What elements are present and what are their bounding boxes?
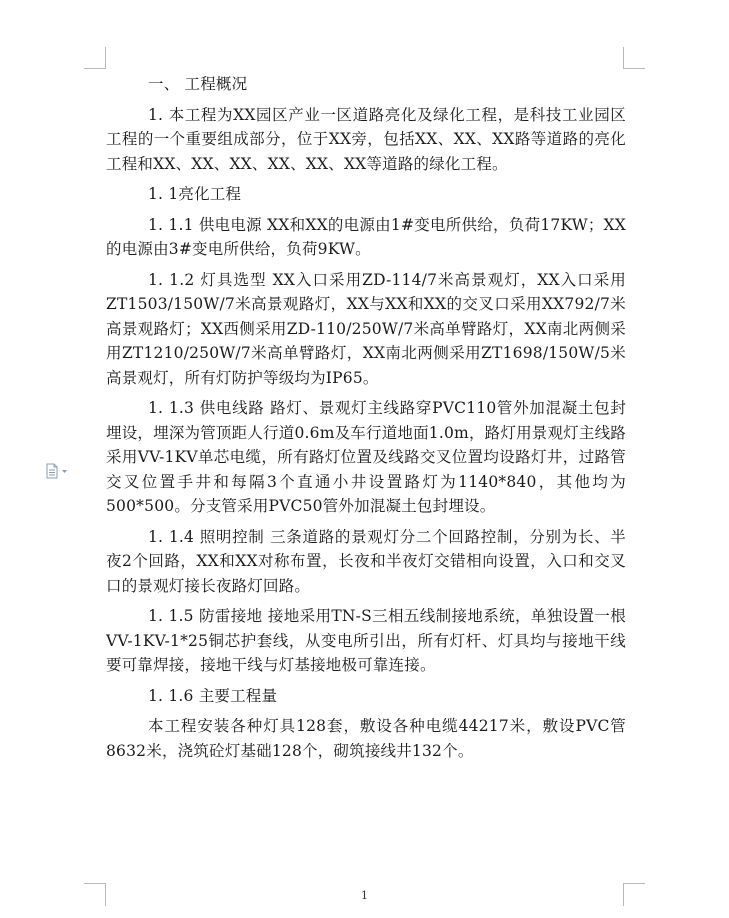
document-options-icon[interactable] xyxy=(45,463,71,479)
section-heading: 一、 工程概况 xyxy=(148,75,248,93)
paragraph-overview: 1. 本工程为XX园区产业一区道路亮化及绿化工程，是科技工业园区工程的一个重要组成部分，位于XX旁，包括XX、XX、XX路等道路的亮化工程和XX、XX、XX、XX、XX、XX等道路的绿化工程。 xyxy=(106,105,626,173)
crop-mark-bottom-left-h xyxy=(84,883,106,884)
document-body[interactable] xyxy=(106,72,626,769)
paragraph-lighting-control: 1. 1.4 照明控制 三条道路的景观灯分二个回路控制，分别为长、半夜2个回路，XX和XX对称布置，长夜和半夜灯交错相向设置，入口和交叉口的景观灯接长夜路灯回路。 xyxy=(106,527,626,595)
paragraph-lamp-selection: 1. 1.2 灯具选型 XX入口采用ZD-114/7米高景观灯，XX入口采用ZT1503/150W/7米高景观路灯，XX与XX和XX的交叉口采用XX792/7米高景观路灯；XX西侧采用ZD-110/250W/7米高单臂路灯，XX南北两侧采用ZT1210/250W/7米高单臂路灯，XX南北两侧采用ZT1698/150W/5米高景观灯，所有灯防护等级均为IP65。 xyxy=(106,270,626,387)
subheading-main-quantities: 1. 1.6 主要工程量 xyxy=(148,686,278,705)
paragraph-power-supply: 1. 1.1 供电电源 XX和XX的电源由1#变电所供给，负荷17KW；XX的电源由3#变电所供给，负荷9KW。 xyxy=(106,215,626,258)
page-number: 1 xyxy=(361,889,368,902)
paragraph-lightning-grounding: 1. 1.5 防雷接地 接地采用TN-S三相五线制接地系统，单独设置一根VV-1KV-1*25铜芯护套线，从变电所引出，所有灯杆、灯具均与接地干线要可靠焊接，接地干线与灯基接地极可靠连接。 xyxy=(106,607,626,674)
subheading-lighting: 1. 1亮化工程 xyxy=(148,185,242,203)
crop-mark-top-left-v xyxy=(105,47,106,69)
crop-mark-top-left-h xyxy=(84,68,106,69)
paragraph-quantities: 本工程安装各种灯具128套，敷设各种电缆44217米，敷设PVC管8632米，浇筑砼灯基础128个，砌筑接线井132个。 xyxy=(106,717,626,760)
crop-mark-bottom-right-h xyxy=(623,883,645,884)
paragraph-supply-lines xyxy=(106,396,626,519)
crop-mark-top-right-h xyxy=(623,68,645,69)
crop-mark-top-right-v xyxy=(623,47,624,69)
paragraph-supply-lines-text: 1. 1.3 供电线路 路灯、景观灯主线路穿PVC110管外加混凝土包封埋设，埋深为管顶距人行道0.6m及车行道地面1.0m，路灯用景观灯主线路采用VV-1KV单芯电缆，所有路灯位置及线路交叉位置均设路灯井，过路管交叉位置手井和每隔3个直通小井设置路灯为1140*840，其他均为500*500。分支管采用PVC50管外加混凝土包封埋设。 xyxy=(106,399,626,515)
